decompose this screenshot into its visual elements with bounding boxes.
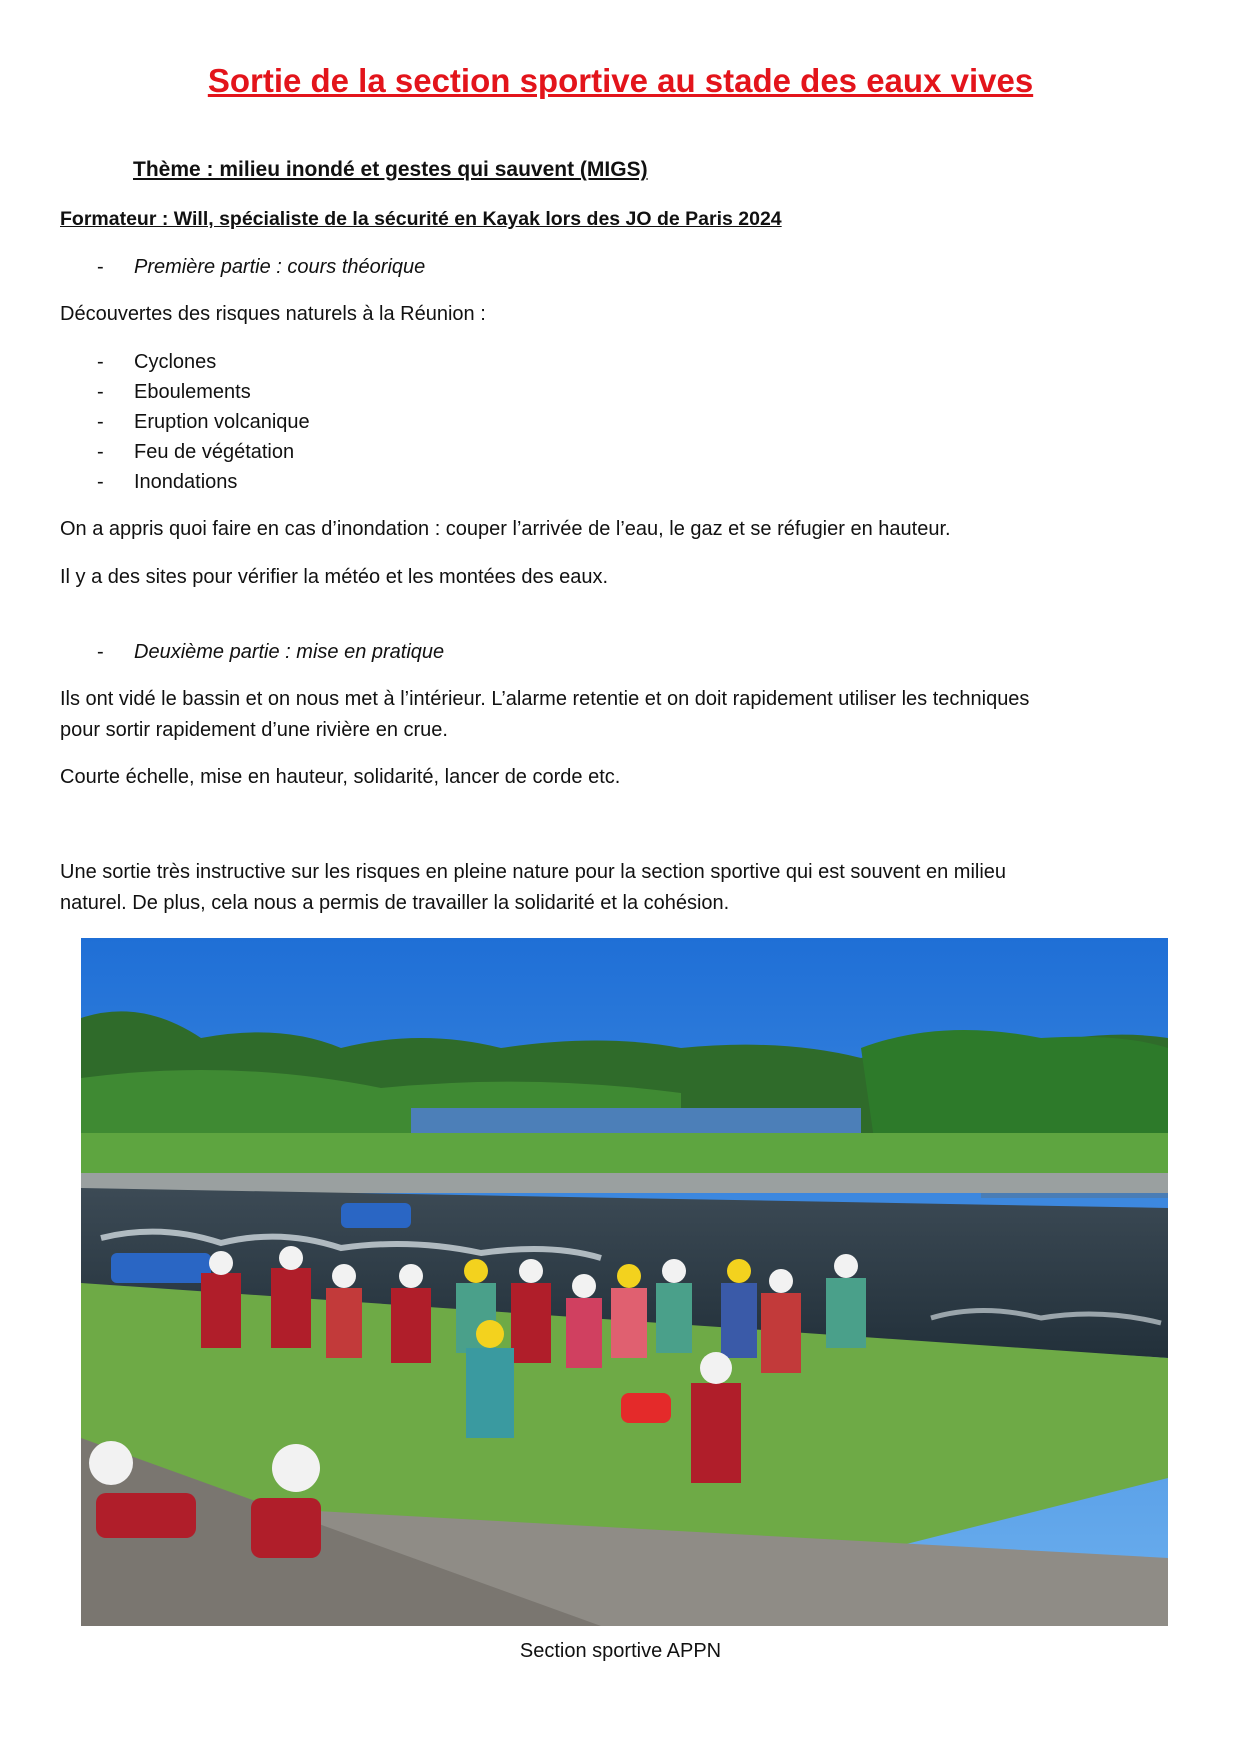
bullet-dash: - <box>97 471 104 493</box>
group-photo <box>81 938 1168 1626</box>
part2-label: Deuxième partie : mise en pratique <box>134 641 445 663</box>
trainer-heading: Formateur : Will, spécialiste de la sécurité en Kayak lors des JO de Paris 2024 <box>60 208 782 230</box>
part1-row <box>0 252 1241 282</box>
risk-label: Cyclones <box>134 351 217 373</box>
risk-label: Inondations <box>134 471 238 493</box>
part2-row <box>0 637 1241 667</box>
bullet-dash: - <box>97 441 104 463</box>
risk-label: Feu de végétation <box>134 441 295 463</box>
risks-list <box>0 347 1241 497</box>
risk-label: Eruption volcanique <box>134 411 310 433</box>
theme-heading: Thème : milieu inondé et gestes qui sauvent (MIGS) <box>133 158 648 181</box>
risks-intro: Découvertes des risques naturels à la Réunion : <box>60 303 486 325</box>
weather-sites: Il y a des sites pour vérifier la météo et les montées des eaux. <box>60 566 609 588</box>
list-item <box>0 377 1241 407</box>
list-item <box>0 407 1241 437</box>
practice-line-1: Ils ont vidé le bassin et on nous met à l’intérieur. L’alarme retentie et on doit rapidement utiliser les techniques <box>60 688 1030 710</box>
page-title: Sortie de la section sportive au stade des eaux vives <box>207 62 1034 99</box>
list-item <box>0 347 1241 377</box>
techniques: Courte échelle, mise en hauteur, solidarité, lancer de corde etc. <box>60 766 621 788</box>
part1-label: Première partie : cours théorique <box>134 256 426 278</box>
list-item <box>0 437 1241 467</box>
photo-caption: Section sportive APPN <box>519 1640 722 1662</box>
bullet-dash: - <box>97 641 104 663</box>
conclusion-line-1: Une sortie très instructive sur les risques en pleine nature pour la section sportive qui est souvent en milieu <box>60 861 1007 883</box>
practice-line-2: pour sortir rapidement d’une rivière en crue. <box>60 719 448 741</box>
bullet-dash: - <box>97 351 104 373</box>
bullet-dash: - <box>97 411 104 433</box>
flood-advice: On a appris quoi faire en cas d’inondation : couper l’arrivée de l’eau, le gaz et se réfugier en hauteur. <box>60 518 951 540</box>
list-item <box>0 467 1241 497</box>
risk-label: Eboulements <box>134 381 251 403</box>
bullet-dash: - <box>97 381 104 403</box>
bullet-dash: - <box>97 256 104 278</box>
conclusion-line-2: naturel. De plus, cela nous a permis de travailler la solidarité et la cohésion. <box>60 892 730 914</box>
